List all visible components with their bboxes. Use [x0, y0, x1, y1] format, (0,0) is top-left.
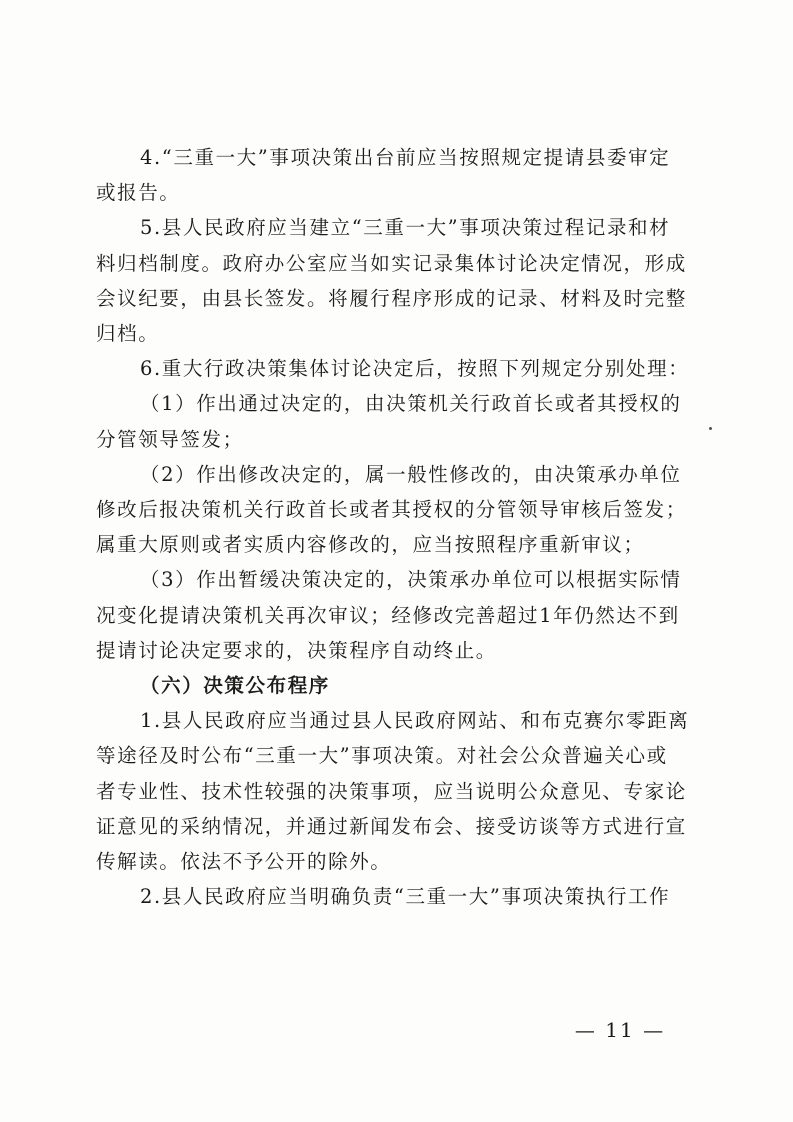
text-line: 等途径及时公布“三重一大”事项决策。对社会公众普遍关心或 — [96, 744, 668, 768]
text-line: 或报告。 — [96, 181, 181, 205]
text-line: 修改后报决策机关行政首长或者其授权的分管领导审核后签发； — [96, 498, 687, 522]
text-line: 6.重大行政决策集体讨论决定后，按照下列规定分别处理： — [140, 357, 690, 381]
text-line: 会议纪要，由县长签发。将履行程序形成的记录、材料及时完整 — [96, 286, 687, 310]
paragraph — [96, 210, 696, 351]
text-line: 证意见的采纳情况，并通过新闻发布会、接受访谈等方式进行宣 — [96, 814, 687, 838]
section-heading — [96, 668, 696, 703]
text-line: 料归档制度。政府办公室应当如实记录集体讨论决定情况，形成 — [96, 251, 687, 275]
paragraph — [96, 457, 696, 563]
text-line: 提请讨论决定要求的，决策程序自动终止。 — [96, 638, 497, 662]
paragraph — [96, 140, 696, 210]
text-line: 4.“三重一大”事项决策出台前应当按照规定提请县委审定 — [140, 146, 671, 169]
scan-speck — [709, 427, 712, 430]
text-line: 属重大原则或者实质内容修改的，应当按照程序重新审议； — [96, 533, 645, 557]
text-line: 分管领导签发； — [96, 427, 244, 451]
text-line: 1.县人民政府应当通过县人民政府网站、和布克赛尔零距离 — [140, 709, 690, 733]
text-line: 2.县人民政府应当明确负责“三重一大”事项决策执行工作 — [140, 885, 671, 909]
text-line: （六）决策公布程序 — [140, 674, 330, 698]
paragraph — [96, 351, 696, 386]
paragraph — [96, 879, 696, 914]
text-line: 况变化提请决策机关再次审议；经修改完善超过1年仍然达不到 — [96, 603, 680, 627]
page-number: — 11 — — [574, 1018, 666, 1042]
text-line: 归档。 — [96, 322, 160, 346]
text-line: 传解读。依法不予公开的除外。 — [96, 850, 392, 874]
text-line: 者专业性、技术性较强的决策事项，应当说明公众意见、专家论 — [96, 779, 687, 803]
document-body — [96, 140, 696, 914]
paragraph — [96, 386, 696, 456]
text-line: （1）作出通过决定的，由决策机关行政首长或者其授权的 — [140, 392, 682, 416]
text-line: （3）作出暂缓决策决定的，决策承办单位可以根据实际情 — [140, 568, 682, 592]
paragraph — [96, 703, 696, 879]
paragraph — [96, 562, 696, 668]
text-line: 5.县人民政府应当建立“三重一大”事项决策过程记录和材 — [140, 216, 671, 240]
text-line: （2）作出修改决定的，属一般性修改的，由决策承办单位 — [140, 462, 682, 486]
